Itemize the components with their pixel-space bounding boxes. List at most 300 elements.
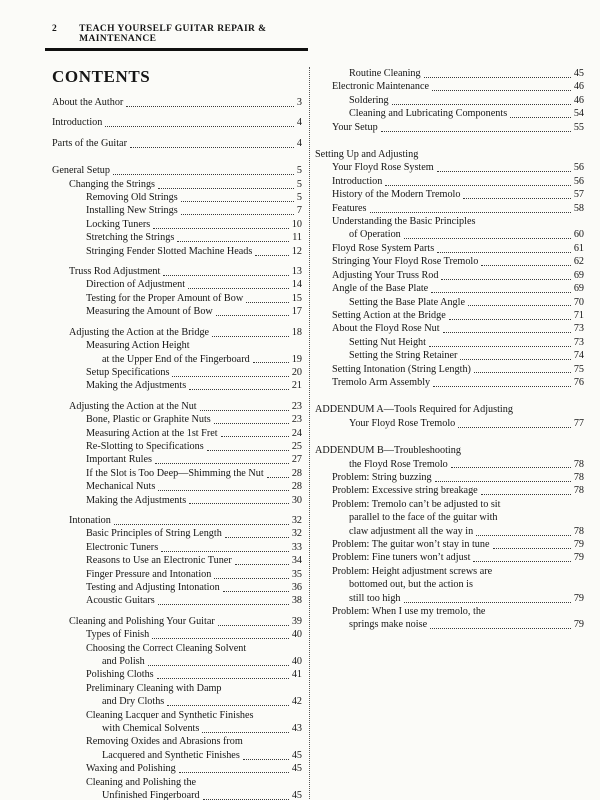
toc-row bbox=[52, 789, 302, 800]
dot-leader bbox=[481, 494, 571, 495]
toc-entry bbox=[52, 292, 302, 305]
toc-entry bbox=[52, 527, 302, 540]
toc-entry-title: Adjusting Your Truss Rod bbox=[332, 269, 439, 281]
toc-entry-title: Floyd Rose System Parts bbox=[332, 242, 435, 254]
toc-row bbox=[52, 231, 302, 244]
toc-row bbox=[315, 605, 584, 618]
toc-entry bbox=[52, 467, 302, 480]
toc-entry-title: Basic Principles of String Length bbox=[86, 528, 222, 540]
toc-page-number: 19 bbox=[291, 353, 302, 365]
dot-leader bbox=[158, 604, 289, 605]
toc-entry bbox=[315, 175, 584, 188]
toc-page-number: 5 bbox=[296, 178, 302, 190]
toc-entry-title: Measuring Action at the 1st Fret bbox=[86, 427, 218, 439]
toc-row bbox=[315, 511, 584, 524]
toc-entry bbox=[52, 305, 302, 318]
toc-entry bbox=[315, 269, 584, 282]
toc-row bbox=[52, 749, 302, 762]
toc-entry bbox=[315, 349, 584, 362]
toc-entry-title: Re-Slotting to Specifications bbox=[86, 440, 204, 452]
toc-entry bbox=[52, 776, 302, 800]
dot-leader bbox=[153, 228, 289, 229]
toc-row bbox=[52, 245, 302, 258]
toc-column-right bbox=[315, 67, 584, 800]
toc-row bbox=[52, 527, 302, 540]
dot-leader bbox=[437, 252, 571, 253]
toc-row bbox=[52, 668, 302, 681]
toc-columns bbox=[52, 67, 584, 800]
toc-row bbox=[52, 735, 302, 748]
dot-leader bbox=[460, 359, 570, 360]
toc-entry bbox=[52, 735, 302, 762]
dot-leader bbox=[443, 332, 571, 333]
toc-page-number: 74 bbox=[573, 350, 584, 362]
dot-leader bbox=[188, 288, 289, 289]
toc-entry bbox=[52, 137, 302, 150]
toc-entry bbox=[52, 514, 302, 527]
toc-row bbox=[52, 568, 302, 581]
toc-entry-title: Angle of the Base Plate bbox=[332, 283, 429, 295]
toc-row bbox=[52, 722, 302, 735]
toc-page-number: 77 bbox=[573, 417, 584, 429]
toc-entry bbox=[315, 363, 584, 376]
toc-entry-title: Cleaning and Lubricating Components bbox=[349, 108, 508, 120]
toc-entry-title: Problem: Tremolo can’t be adjusted to sit bbox=[332, 498, 501, 510]
toc-page-number: 61 bbox=[573, 242, 584, 254]
toc-row bbox=[52, 204, 302, 217]
toc-entry-title: Polishing Cloths bbox=[86, 669, 154, 681]
toc-row bbox=[315, 403, 584, 416]
toc-entry bbox=[315, 148, 584, 175]
toc-page-number: 79 bbox=[573, 552, 584, 564]
toc-row bbox=[315, 296, 584, 309]
toc-entry-title: Setting Up and Adjusting bbox=[315, 149, 419, 161]
toc-page-number: 69 bbox=[573, 269, 584, 281]
toc-entry-title: Types of Finish bbox=[86, 629, 150, 641]
toc-row bbox=[52, 218, 302, 231]
toc-row bbox=[315, 269, 584, 282]
toc-row bbox=[315, 255, 584, 268]
toc-entry bbox=[52, 615, 302, 628]
toc-entry-title: About the Author bbox=[52, 97, 124, 108]
column-divider bbox=[309, 67, 310, 800]
toc-row bbox=[52, 164, 302, 177]
toc-entry bbox=[315, 309, 584, 322]
toc-row bbox=[315, 161, 584, 174]
toc-entry-title: ADDENDUM A—Tools Required for Adjusting bbox=[315, 404, 513, 416]
toc-page-number: 27 bbox=[291, 454, 302, 466]
dot-leader bbox=[431, 292, 571, 293]
toc-row bbox=[52, 305, 302, 318]
toc-entry bbox=[315, 376, 584, 389]
toc-entry-title: Problem: Fine tuners won’t adjust bbox=[332, 552, 471, 564]
dot-leader bbox=[152, 638, 289, 639]
toc-row bbox=[315, 336, 584, 349]
dot-leader bbox=[130, 147, 294, 148]
toc-entry bbox=[315, 484, 584, 497]
dot-leader bbox=[255, 255, 288, 256]
toc-page-number: 45 bbox=[291, 790, 302, 800]
dot-leader bbox=[435, 481, 571, 482]
toc-row bbox=[52, 541, 302, 554]
toc-row bbox=[52, 494, 302, 507]
toc-entry bbox=[52, 204, 302, 217]
toc-page-number: 40 bbox=[291, 656, 302, 668]
toc-entry-title: ADDENDUM B—Troubleshooting bbox=[315, 445, 461, 457]
toc-page-number: 15 bbox=[291, 292, 302, 304]
toc-entry bbox=[52, 400, 302, 413]
toc-page-number: 23 bbox=[291, 414, 302, 426]
toc-page-number: 39 bbox=[291, 615, 302, 627]
toc-row bbox=[52, 400, 302, 413]
toc-entry bbox=[52, 581, 302, 594]
toc-row bbox=[315, 67, 584, 80]
dot-leader bbox=[385, 185, 570, 186]
toc-row bbox=[52, 339, 302, 352]
toc-entry bbox=[315, 336, 584, 349]
toc-row bbox=[52, 480, 302, 493]
toc-entry-title: Setting Intonation (String Length) bbox=[332, 363, 471, 375]
toc-row bbox=[52, 514, 302, 527]
dot-leader bbox=[449, 319, 571, 320]
toc-row bbox=[315, 525, 584, 538]
toc-row bbox=[315, 175, 584, 188]
toc-row bbox=[315, 188, 584, 201]
toc-entry bbox=[315, 67, 584, 80]
toc-entry bbox=[52, 440, 302, 453]
toc-row bbox=[315, 565, 584, 578]
toc-entry bbox=[52, 218, 302, 231]
dot-leader bbox=[202, 732, 288, 733]
dot-leader bbox=[126, 106, 294, 107]
toc-entry bbox=[315, 551, 584, 564]
toc-page-number: 32 bbox=[291, 528, 302, 540]
toc-page-number: 14 bbox=[291, 279, 302, 291]
toc-entry bbox=[315, 121, 584, 134]
toc-row bbox=[52, 554, 302, 567]
toc-entry-title: Locking Tuners bbox=[86, 218, 151, 230]
toc-entry bbox=[52, 231, 302, 244]
toc-page-number: 41 bbox=[291, 669, 302, 681]
toc-page-number: 20 bbox=[291, 366, 302, 378]
toc-row bbox=[315, 484, 584, 497]
dot-leader bbox=[214, 423, 289, 424]
toc-row bbox=[315, 94, 584, 107]
dot-leader bbox=[200, 410, 289, 411]
toc-entry-title: Setting the Base Plate Angle bbox=[349, 296, 466, 308]
toc-row bbox=[52, 440, 302, 453]
dot-leader bbox=[473, 561, 570, 562]
toc-page-number: 79 bbox=[573, 592, 584, 604]
toc-entry bbox=[52, 245, 302, 258]
toc-entry-title: Electronic Maintenance bbox=[332, 81, 430, 93]
toc-entry-title: Making the Adjustments bbox=[86, 380, 187, 392]
toc-entry bbox=[315, 471, 584, 484]
dot-leader bbox=[510, 117, 571, 118]
toc-row bbox=[315, 551, 584, 564]
toc-entry bbox=[52, 682, 302, 709]
toc-entry-title: Your Setup bbox=[332, 121, 378, 133]
toc-page-number: 43 bbox=[291, 723, 302, 735]
dot-leader bbox=[437, 171, 571, 172]
toc-page-number: 62 bbox=[573, 256, 584, 268]
toc-page-number: 18 bbox=[291, 326, 302, 338]
toc-page-number: 28 bbox=[291, 467, 302, 479]
dot-leader bbox=[370, 212, 571, 213]
toc-row bbox=[52, 615, 302, 628]
toc-entry bbox=[315, 444, 584, 471]
toc-entries-left bbox=[52, 96, 302, 800]
toc-entry bbox=[52, 762, 302, 775]
toc-entry bbox=[52, 668, 302, 681]
dot-leader bbox=[189, 389, 289, 390]
toc-page-number: 78 bbox=[573, 525, 584, 537]
toc-page-number: 78 bbox=[573, 471, 584, 483]
toc-entry-title: Problem: String buzzing bbox=[332, 471, 432, 483]
toc-entry-title: Measuring the Amount of Bow bbox=[86, 306, 213, 318]
toc-entry bbox=[52, 96, 302, 109]
toc-entry-title: Problem: When I use my tremolo, the bbox=[332, 606, 486, 618]
toc-entry-title: Stringing Fender Slotted Machine Heads bbox=[86, 245, 253, 257]
toc-page-number: 5 bbox=[296, 165, 302, 177]
toc-entry-title: Preliminary Cleaning with Damp bbox=[86, 682, 222, 694]
toc-page-number: 30 bbox=[291, 494, 302, 506]
toc-entry-title: Your Floyd Rose Tremolo bbox=[349, 417, 456, 429]
toc-entry-title: About the Floyd Rose Nut bbox=[332, 323, 440, 335]
dot-leader bbox=[161, 551, 289, 552]
toc-entry bbox=[315, 538, 584, 551]
toc-entry-title: Removing Oxides and Abrasions from bbox=[86, 736, 243, 748]
toc-row bbox=[315, 417, 584, 430]
toc-entry-title: Parts of the Guitar bbox=[52, 137, 127, 149]
toc-entry-title: Adjusting the Action at the Nut bbox=[69, 400, 197, 412]
toc-entry-title: Making the Adjustments bbox=[86, 494, 187, 506]
toc-page-number: 23 bbox=[291, 400, 302, 412]
toc-entry-title: and Dry Cloths bbox=[102, 696, 165, 708]
toc-entry-title: Removing Old Strings bbox=[86, 192, 178, 204]
toc-entry-title: Important Rules bbox=[86, 454, 152, 466]
toc-page-number: 32 bbox=[291, 514, 302, 526]
toc-row bbox=[315, 578, 584, 591]
toc-page-number: 57 bbox=[573, 189, 584, 201]
dot-leader bbox=[433, 386, 571, 387]
dot-leader bbox=[246, 302, 289, 303]
toc-entry bbox=[52, 339, 302, 366]
dot-leader bbox=[458, 427, 571, 428]
toc-page-number: 4 bbox=[296, 117, 302, 129]
toc-entry bbox=[52, 191, 302, 204]
dot-leader bbox=[381, 131, 571, 132]
toc-row bbox=[315, 322, 584, 335]
toc-row bbox=[52, 594, 302, 607]
toc-entry bbox=[52, 541, 302, 554]
toc-row bbox=[52, 427, 302, 440]
toc-row bbox=[315, 148, 584, 161]
dot-leader bbox=[189, 503, 289, 504]
toc-page-number: 28 bbox=[291, 481, 302, 493]
toc-entry bbox=[315, 282, 584, 295]
toc-entry-title: Problem: Height adjustment screws are bbox=[332, 565, 493, 577]
dot-leader bbox=[235, 564, 289, 565]
toc-entry-title: Choosing the Correct Cleaning Solvent bbox=[86, 642, 247, 654]
toc-entry bbox=[52, 709, 302, 736]
toc-page-number: 45 bbox=[291, 763, 302, 775]
toc-row bbox=[315, 242, 584, 255]
toc-entry-title: of Operation bbox=[349, 229, 401, 241]
toc-page-number: 3 bbox=[296, 97, 302, 108]
toc-page-number: 79 bbox=[573, 619, 584, 631]
toc-page-number: 60 bbox=[573, 229, 584, 241]
toc-row bbox=[315, 363, 584, 376]
dot-leader bbox=[392, 104, 571, 105]
toc-entry-title: Bone, Plastic or Graphite Nuts bbox=[86, 414, 211, 426]
toc-entry-title: Direction of Adjustment bbox=[86, 279, 186, 291]
contents-title: CONTENTS bbox=[52, 67, 151, 86]
toc-entry-title: Testing for the Proper Amount of Bow bbox=[86, 292, 244, 304]
toc-entry-title: Unfinished Fingerboard bbox=[102, 790, 200, 800]
toc-page-number: 70 bbox=[573, 296, 584, 308]
toc-entry-title: Adjusting the Action at the Bridge bbox=[69, 326, 210, 338]
dot-leader bbox=[177, 241, 289, 242]
toc-row bbox=[52, 642, 302, 655]
toc-entry bbox=[315, 80, 584, 93]
toc-row bbox=[52, 467, 302, 480]
toc-page-number: 76 bbox=[573, 376, 584, 388]
toc-entry bbox=[52, 642, 302, 669]
toc-row bbox=[315, 215, 584, 228]
toc-row bbox=[52, 326, 302, 339]
toc-entry-title: Measuring Action Height bbox=[86, 340, 190, 352]
dot-leader bbox=[253, 362, 289, 363]
toc-entry-title: Tremolo Arm Assembly bbox=[332, 376, 431, 388]
toc-page-number: 78 bbox=[573, 458, 584, 470]
toc-page-number: 10 bbox=[291, 218, 302, 230]
toc-entry bbox=[52, 568, 302, 581]
dot-leader bbox=[148, 665, 289, 666]
toc-entry bbox=[315, 605, 584, 632]
toc-row bbox=[315, 498, 584, 511]
toc-entry bbox=[52, 554, 302, 567]
toc-entry-title: Your Floyd Rose System bbox=[332, 162, 434, 174]
dot-leader bbox=[158, 188, 294, 189]
toc-entry bbox=[315, 94, 584, 107]
toc-row bbox=[315, 538, 584, 551]
toc-entry bbox=[52, 480, 302, 493]
dot-leader bbox=[430, 628, 571, 629]
toc-row bbox=[52, 695, 302, 708]
toc-entries-right bbox=[315, 67, 584, 632]
toc-row bbox=[52, 453, 302, 466]
dot-leader bbox=[157, 678, 289, 679]
toc-entry-title: Reasons to Use an Electronic Tuner bbox=[86, 555, 232, 567]
toc-entry-title: Soldering bbox=[349, 94, 389, 106]
dot-leader bbox=[404, 602, 571, 603]
toc-row bbox=[52, 762, 302, 775]
toc-row bbox=[52, 178, 302, 191]
toc-row bbox=[52, 96, 302, 109]
toc-page-number: 36 bbox=[291, 582, 302, 593]
toc-page-number: 75 bbox=[573, 363, 584, 375]
toc-row bbox=[315, 121, 584, 134]
toc-page-number: 11 bbox=[292, 232, 302, 244]
toc-page-number: 17 bbox=[291, 306, 302, 318]
dot-leader bbox=[429, 346, 571, 347]
toc-entry bbox=[52, 379, 302, 392]
toc-entry bbox=[315, 498, 584, 538]
toc-entry-title: Truss Rod Adjustment bbox=[69, 266, 161, 278]
toc-entry-title: Testing and Adjusting Intonation bbox=[86, 582, 220, 593]
toc-row bbox=[52, 776, 302, 789]
toc-entry bbox=[315, 215, 584, 242]
toc-column-left bbox=[52, 67, 302, 800]
toc-row bbox=[315, 592, 584, 605]
toc-page-number: 73 bbox=[573, 323, 584, 335]
toc-row bbox=[315, 309, 584, 322]
dot-leader bbox=[243, 759, 289, 760]
toc-row bbox=[315, 202, 584, 215]
toc-page-number: 35 bbox=[291, 568, 302, 580]
dot-leader bbox=[155, 463, 289, 464]
toc-row bbox=[52, 682, 302, 695]
dot-leader bbox=[463, 198, 570, 199]
toc-page-number: 13 bbox=[291, 266, 302, 278]
toc-entry bbox=[315, 255, 584, 268]
dot-leader bbox=[468, 305, 571, 306]
toc-row bbox=[315, 349, 584, 362]
dot-leader bbox=[424, 77, 571, 78]
dot-leader bbox=[223, 591, 289, 592]
toc-entry bbox=[315, 242, 584, 255]
dot-leader bbox=[212, 336, 289, 337]
toc-entry-title: Installing New Strings bbox=[86, 205, 178, 217]
toc-page-number: 38 bbox=[291, 595, 302, 607]
toc-page-number: 33 bbox=[291, 541, 302, 553]
toc-entry-title: Stringing Your Floyd Rose Tremolo bbox=[332, 256, 479, 268]
toc-row bbox=[52, 628, 302, 641]
dot-leader bbox=[113, 174, 294, 175]
toc-row bbox=[52, 413, 302, 426]
toc-entry bbox=[315, 403, 584, 430]
toc-entry bbox=[52, 494, 302, 507]
toc-entry bbox=[52, 366, 302, 379]
toc-row bbox=[52, 191, 302, 204]
toc-row bbox=[315, 444, 584, 457]
dot-leader bbox=[158, 490, 289, 491]
dot-leader bbox=[181, 214, 294, 215]
dot-leader bbox=[221, 436, 289, 437]
toc-page-number: 5 bbox=[296, 192, 302, 204]
toc-entry-title: Cleaning and Polishing Your Guitar bbox=[69, 615, 215, 627]
toc-entry-title: Introduction bbox=[52, 117, 103, 129]
toc-entry-title: Routine Cleaning bbox=[349, 68, 421, 79]
toc-page-number: 46 bbox=[573, 94, 584, 106]
toc-row bbox=[315, 618, 584, 631]
toc-entry bbox=[52, 278, 302, 291]
dot-leader bbox=[267, 477, 289, 478]
toc-entry-title: the Floyd Rose Tremolo bbox=[349, 458, 448, 470]
dot-leader bbox=[225, 537, 289, 538]
toc-entry-title: History of the Modern Tremolo bbox=[332, 189, 461, 201]
toc-entry bbox=[52, 413, 302, 426]
dot-leader bbox=[441, 279, 570, 280]
toc-page-number: 25 bbox=[291, 440, 302, 452]
toc-row bbox=[52, 709, 302, 722]
toc-row bbox=[52, 116, 302, 129]
page-number: 2 bbox=[52, 24, 58, 34]
toc-page-number: 24 bbox=[291, 427, 302, 439]
toc-row bbox=[315, 80, 584, 93]
toc-entry-title: with Chemical Solvents bbox=[102, 723, 200, 735]
